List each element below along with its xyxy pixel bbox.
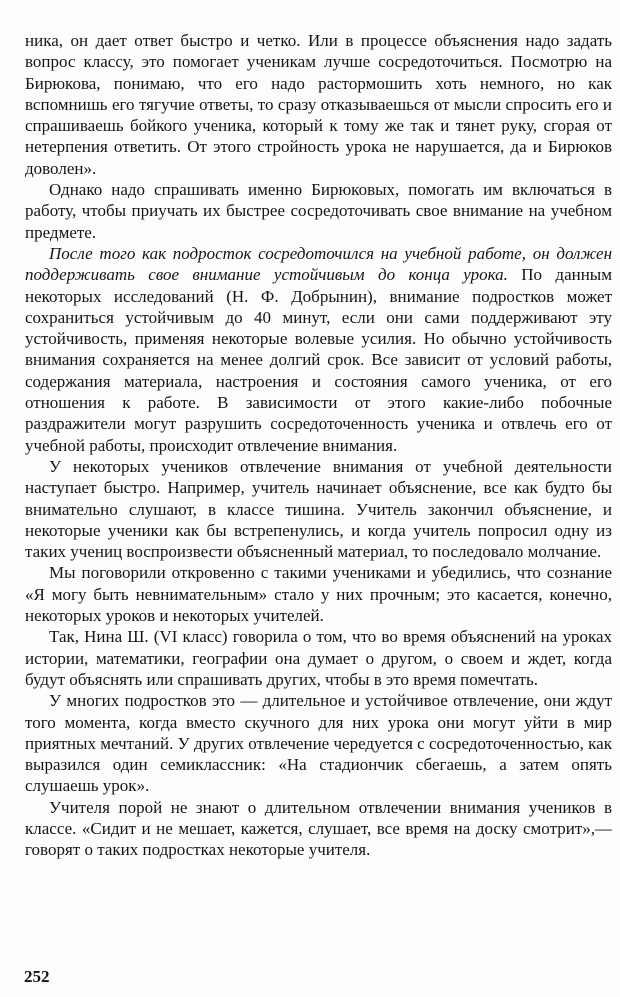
paragraph-3-text: По данным некоторых исследований (Н. Ф. Добрынин), внимание подростков может сохраниться устойчивым до 40 минут, если они сами поддерживают эту устойчивость, применяя некоторые волевые усилия. Но обычно устойчивость внимания сохраняется на менее долгий срок. Все зависит от условий работы, содержания материала, настроения и состояния самого ученика, от его отношения к работе. В зависимости от этого какие-либо побочные раздражители могут разрушить сосредоточенность ученика и отвлечь его от учебной работы, происходит отвлечение внимания.: [25, 265, 612, 455]
paragraph-7-text: У многих подростков это — длительное и устойчивое отвлечение, они ждут того момента, когда вместо скучного для них урока они могут уйти в мир приятных мечтаний. У других отвлечение чередуется с сосредоточенностью, как выразился один семиклассник: «На стадиончик сбегаешь, а затем опять слушаешь урок».: [25, 691, 612, 796]
paragraph-5: [25, 562, 612, 626]
paragraph-3: [25, 243, 612, 456]
paragraph-6: [25, 626, 612, 690]
paragraph-8: [25, 797, 612, 861]
paragraph-2-text: Однако надо спрашивать именно Бирюковых, помогать им включаться в работу, чтобы приучать их быстрее сосредоточивать свое внимание на учебном предмете.: [25, 180, 612, 242]
paragraph-1: [25, 30, 612, 179]
paragraph-4: [25, 456, 612, 562]
paragraph-3-italic-text: После того как подросток сосредоточился на учебной работе, он должен поддерживать свое внимание устойчивым до конца урока.: [25, 243, 612, 285]
paragraph-4-text: У некоторых учеников отвлечение внимания от учебной деятельности наступает быстро. Например, учитель начинает объяснение, все как будто бы внимательно слушают, в классе тишина. Учитель закончил объяснение, и некоторые ученики как бы встрепенулись, и когда учитель попросил одну из таких учениц воспроизвести объясненный материал, то последовало молчание.: [25, 456, 612, 562]
paragraph-8-text: Учителя порой не знают о длительном отвлечении внимания учеников в классе. «Сидит и не мешает, кажется, слушает, все время на доску смотрит»,— говорят о таких подростках некоторые учителя.: [25, 797, 612, 860]
paragraph-2: [25, 179, 612, 243]
paragraph-7: [25, 690, 612, 796]
page-number: 252: [24, 967, 50, 986]
paragraph-6-text: Так, Нина Ш. (VI класс) говорила о том, что во время объяснений на уроках истории, математики, географии она думает о другом, о своем и ждет, когда будут объяснять или спрашивать других, чтобы в это время помечтать.: [25, 627, 612, 689]
paragraph-5-text: Мы поговорили откровенно с такими учениками и убедились, что сознание «Я могу быть невнимательным» стало у них прочным; это касается, конечно, некоторых уроков и некоторых учителей.: [25, 563, 612, 626]
page-text: [25, 30, 612, 861]
paragraph-1-text: ника, он дает ответ быстро и четко. Или в процессе объяснения надо задать вопрос классу, это помогает ученикам лучше сосредоточиться. Посмотрю на Бирюкова, понимаю, что его надо растормошить хоть немного, но как вспомнишь его тягучие ответы, то сразу отказываешься от мысли спросить его и спрашиваешь бойкого ученика, который к тому же так и тянет руку, сгорая от нетерпения ответить. От этого стройность урока не нарушается, да и Бирюков доволен».: [25, 31, 612, 178]
